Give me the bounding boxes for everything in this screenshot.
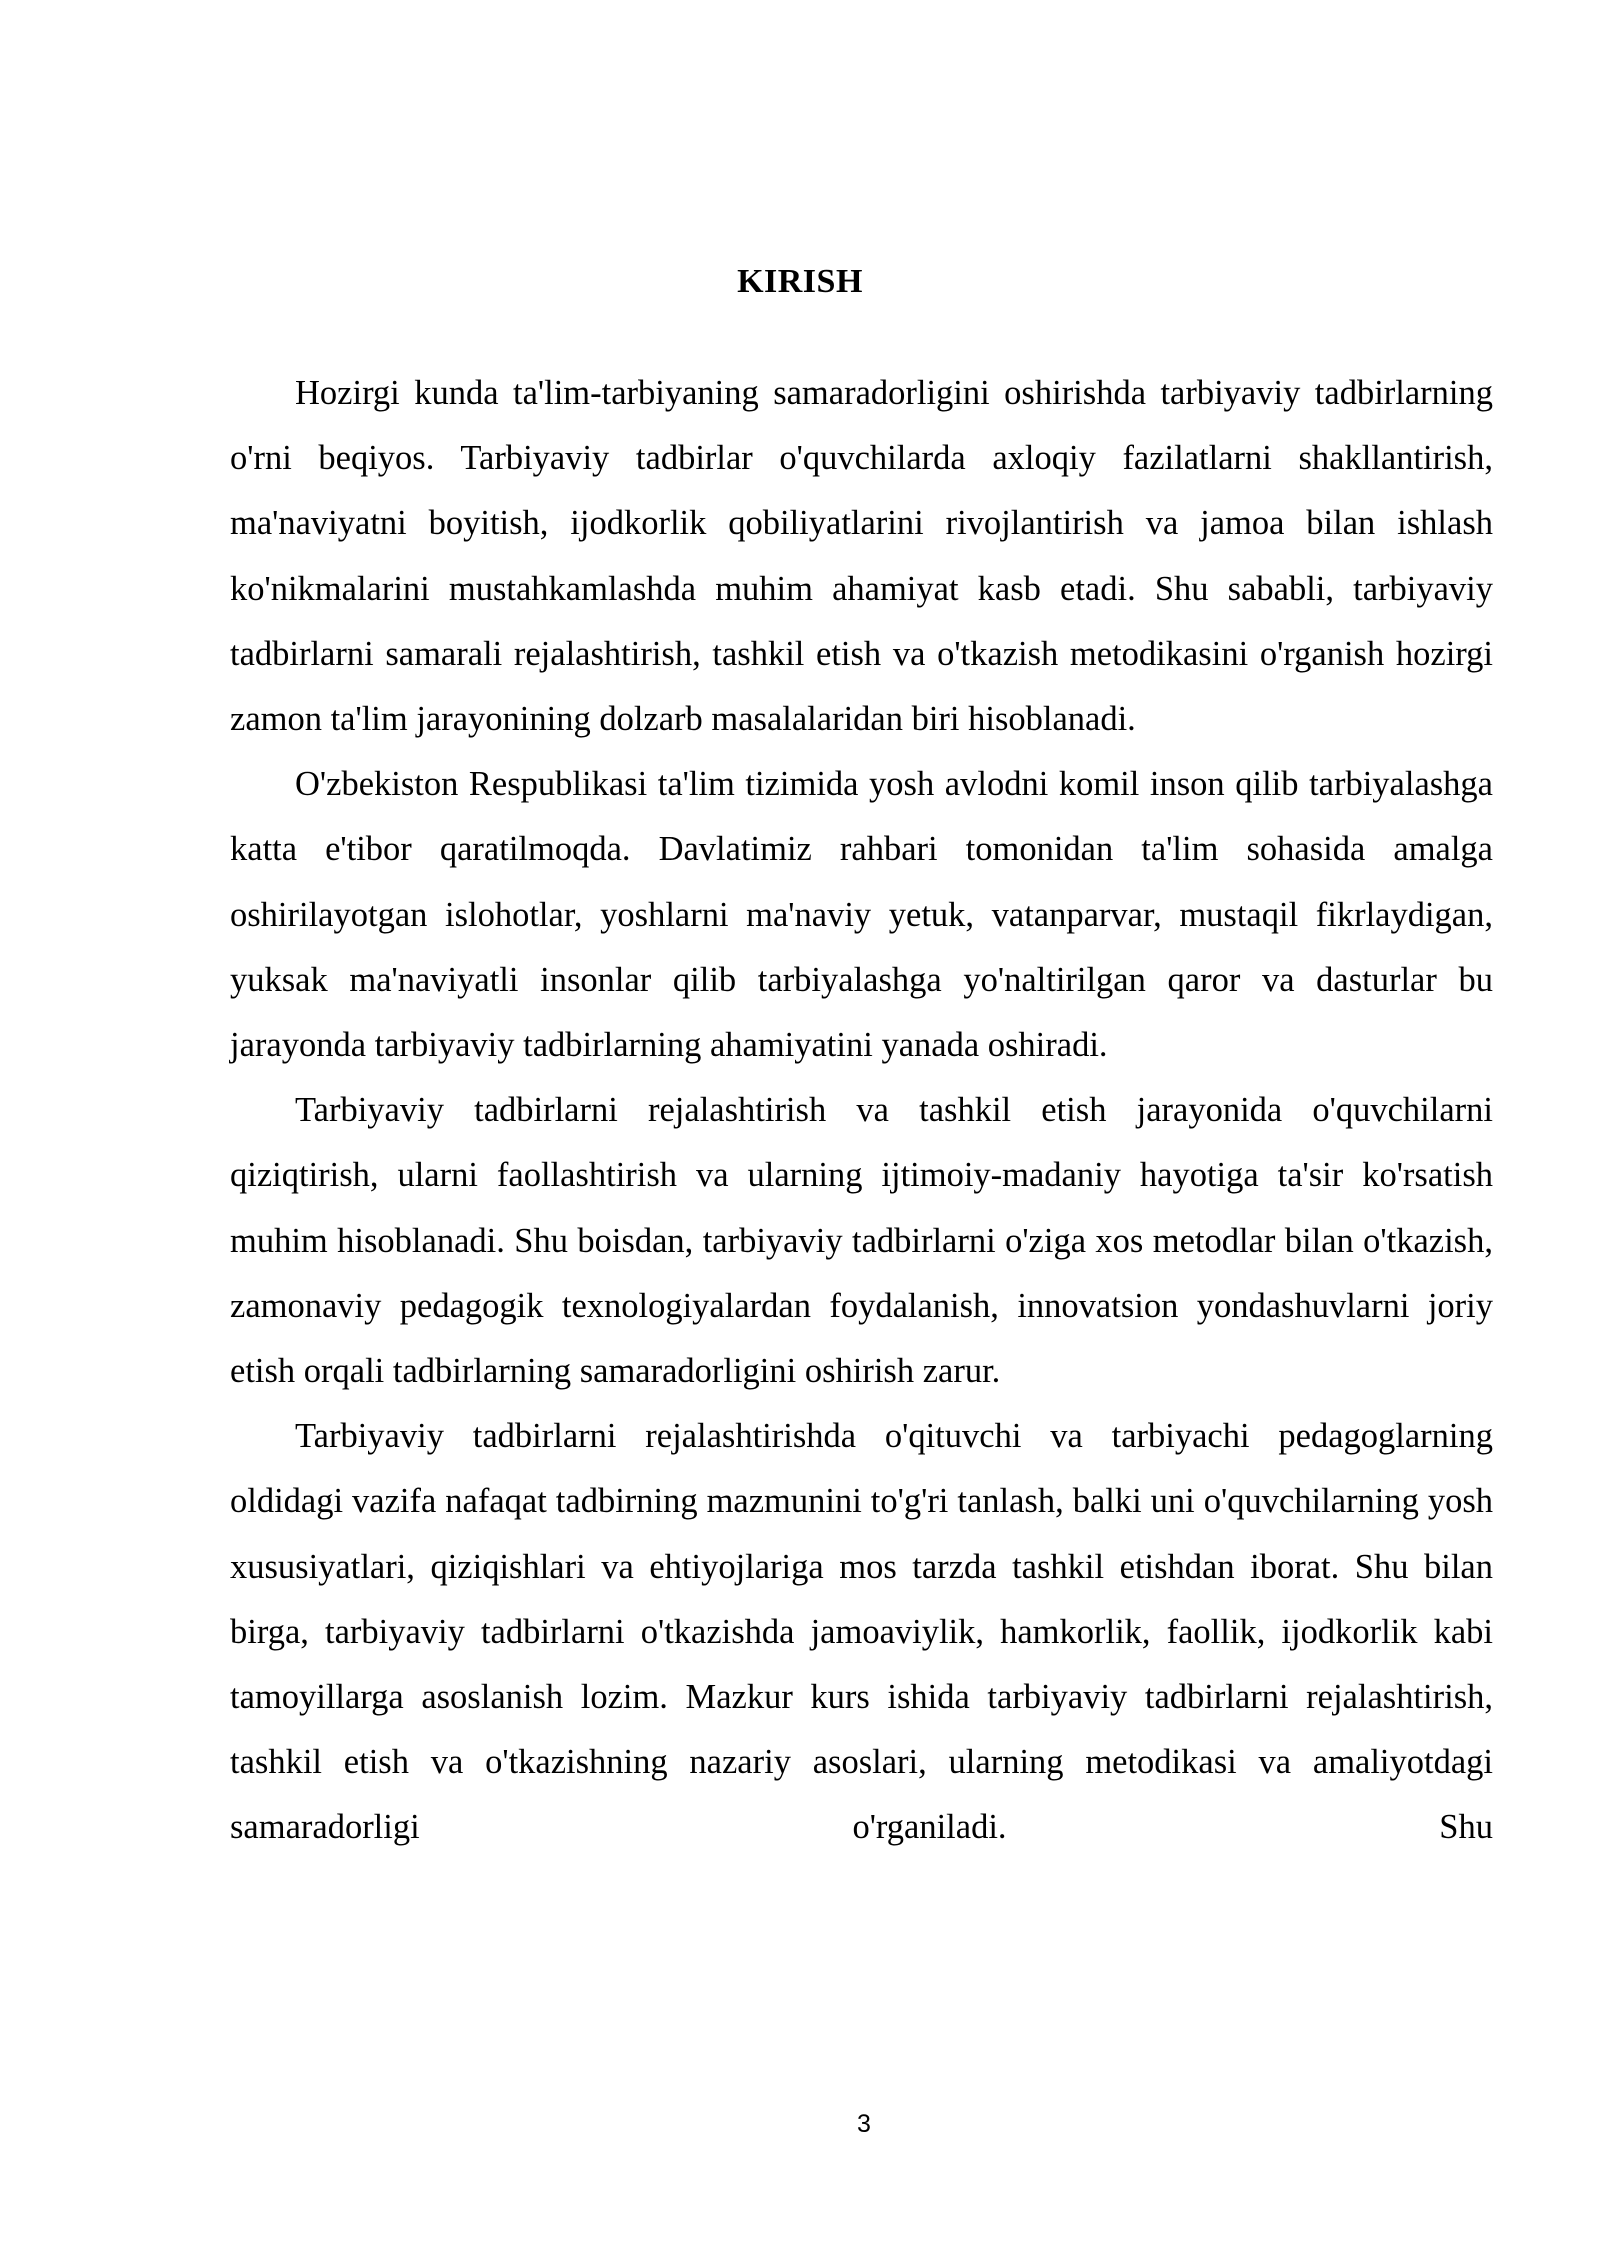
paragraph: O'zbekiston Respublikasi ta'lim tizimida yosh avlodni komil inson qilib tarbiyalashga katta e'tibor qaratilmoqda. Davlatimiz rahbari tomonidan ta'lim sohasida amalga oshirilayotgan islohotlar, yoshlarni ma'naviy yetuk, vatanparvar, mustaqil fikrlaydigan, yuksak ma'naviyatli insonlar qilib tarbiyalashga yo'naltirilgan qaror va dasturlar bu jarayonda tarbiyaviy tadbirlarning ahamiyatini yanada oshiradi.: [230, 765, 1493, 1065]
paragraph: Tarbiyaviy tadbirlarni rejalashtirishda o'qituvchi va tarbiyachi pedagoglarning oldidagi vazifa nafaqat tadbirning mazmunini to'g'ri tanlash, balki uni o'quvchilarning yosh xususiyatlari, qiziqishlari va ehtiyojlariga mos tarzda tashkil etishdan iborat. Shu bilan birga, tarbiyaviy tadbirlarni o'tkazishda jamoaviylik, hamkorlik, faollik, ijodkorlik kabi tamoyillarga asoslanish lozim. Mazkur kurs ishida tarbiyaviy tadbirlarni rejalashtirish, tashkil etish va o'tkazishning nazariy asoslari, ularning metodikasi va amaliyotdagi samaradorligi o'rganiladi. Shu: [230, 1417, 1493, 1847]
page-number: 3: [857, 2110, 871, 2138]
section-heading: KIRISH: [737, 263, 863, 300]
paragraph: Hozirgi kunda ta'lim-tarbiyaning samaradorligini oshirishda tarbiyaviy tadbirlarning o'rni beqiyos. Tarbiyaviy tadbirlar o'quvchilarda axloqiy fazilatlarni shakllantirish, ma'naviyatni boyitish, ijodkorlik qobiliyatlarini rivojlantirish va jamoa bilan ishlash ko'nikmalarini mustahkamlashda muhim ahamiyat kasb etadi. Shu sababli, tarbiyaviy tadbirlarni samarali rejalashtirish, tashkil etish va o'tkazish metodikasini o'rganish hozirgi zamon ta'lim jarayonining dolzarb masalalaridan biri hisoblanadi.: [230, 374, 1493, 739]
paragraph: Tarbiyaviy tadbirlarni rejalashtirish va tashkil etish jarayonida o'quvchilarni qiziqtirish, ularni faollashtirish va ularning ijtimoiy-madaniy hayotiga ta'sir ko'rsatish muhim hisoblanadi. Shu boisdan, tarbiyaviy tadbirlarni o'ziga xos metodlar bilan o'tkazish, zamonaviy pedagogik texnologiyalardan foydalanish, innovatsion yondashuvlarni joriy etish orqali tadbirlarning samaradorligini oshirish zarur.: [230, 1091, 1493, 1391]
body-text: [230, 361, 1493, 1861]
